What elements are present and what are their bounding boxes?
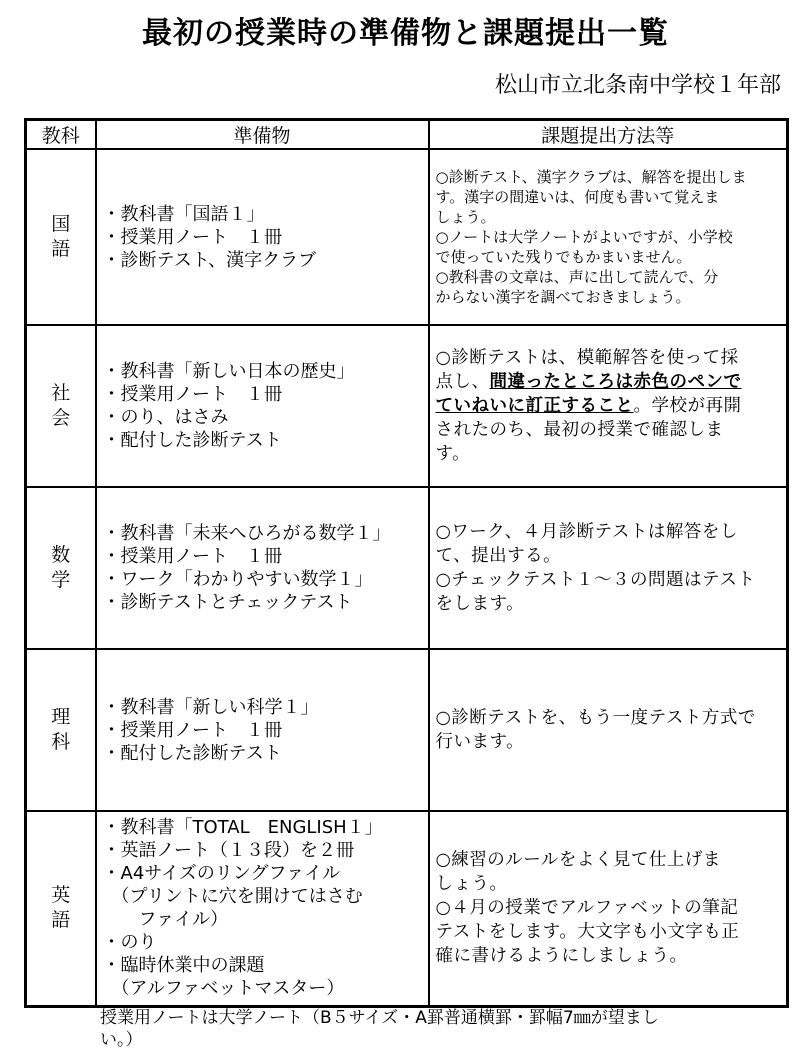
task-line: ○ノートは大学ノートがよいですが、小学校 (435, 228, 733, 246)
subject-char: 国 (51, 213, 71, 235)
table-row (26, 487, 788, 649)
prep-item: ・教科書「国語１」 (102, 203, 265, 225)
prep-item: ・教科書「新しい科学１」 (102, 696, 319, 718)
subject-char: 科 (51, 731, 71, 753)
header-prep: 準備物 (96, 120, 429, 150)
subject-cell (26, 811, 96, 1006)
prep-item: ・のり (102, 932, 157, 954)
prep-cell (96, 487, 429, 649)
subject-char: 英 (51, 884, 71, 907)
task-line: 行います。 (435, 732, 525, 752)
subject-char: 会 (51, 407, 71, 429)
prep-item: ・ワーク「わかりやすい数学１」 (102, 569, 373, 590)
table-row (26, 811, 788, 1006)
subject-char: 理 (51, 706, 71, 728)
task-line: て、提出する。 (435, 546, 562, 566)
prep-cell (96, 649, 429, 811)
task-line: ○診断テストを、もう一度テスト方式で (435, 708, 756, 728)
subject-cell (26, 649, 96, 811)
prep-cell (96, 811, 429, 1006)
task-line: で使っていた残りでもかまいません。 (435, 248, 692, 266)
prep-item: ・臨時休業中の課題 (102, 955, 265, 977)
table-row (26, 649, 788, 811)
task-line: す。漢字の間違いは、何度も書いて覚えま (435, 188, 720, 206)
task-line: ○診断テスト、漢字クラブは、解答を提出しま (435, 168, 747, 186)
task-line: をします。 (435, 594, 525, 614)
prep-cell (96, 149, 429, 325)
task-line: ○チェックテスト１～３の問題はテスト (435, 570, 756, 590)
prep-item: ・授業用ノート １冊 (102, 384, 282, 405)
prep-table (24, 118, 789, 1008)
subject-cell (26, 325, 96, 487)
table-header-row (26, 120, 788, 150)
task-cell (429, 811, 788, 1006)
subject-char: 数 (51, 544, 71, 566)
prep-item: ・教科書「新しい日本の歴史」 (102, 361, 355, 382)
subject-cell (26, 149, 96, 325)
task-cell (429, 149, 788, 325)
subject-char: 社 (51, 382, 71, 404)
task-cell (429, 649, 788, 811)
task-line: しょう。 (435, 874, 508, 895)
prep-item: ・授業用ノート １冊 (102, 226, 282, 248)
subject-cell (26, 487, 96, 649)
task-line (436, 370, 781, 394)
task-line: ○４月の授業でアルファベットの筆記 (435, 898, 739, 919)
task-line: ○練習のルールをよく見て仕上げま (435, 850, 721, 871)
prep-item: （プリントに穴を開けてはさむ (102, 886, 363, 908)
underlined-text: 間違ったところは赤色のペンで (489, 372, 742, 392)
prep-item: ファイル） (102, 909, 229, 931)
prep-cell (96, 325, 429, 487)
prep-item: （アルファベットマスター） (102, 978, 345, 1000)
header-task: 課題提出方法等 (429, 120, 788, 150)
page-title: 最初の授業時の準備物と課題提出一覧 (142, 16, 669, 51)
subject-char: 語 (51, 909, 71, 932)
prep-item: ・診断テスト、漢字クラブ (102, 249, 317, 271)
subject-char: 語 (51, 238, 71, 260)
task-line: しょう。 (435, 208, 496, 226)
table-row (26, 325, 788, 487)
prep-item: ・配付した診断テスト (102, 742, 282, 764)
task-line: す。 (435, 444, 471, 464)
task-cell (429, 325, 788, 487)
task-text: 。学校が再開 (633, 396, 742, 416)
task-cell (429, 487, 788, 649)
header-subject: 教科 (26, 120, 96, 150)
prep-item: ・教科書「未来へひろがる数学１」 (102, 523, 391, 544)
subject-char: 学 (51, 569, 71, 591)
task-text: 点し、 (435, 372, 490, 392)
footer-line: 授業用ノートは大学ノート（B５サイズ・A罫普通横罫・罫幅7㎜が望まし (100, 1008, 659, 1028)
footer-line: い。） (100, 1030, 143, 1050)
prep-item: ・英語ノート（１３段）を２冊 (102, 840, 354, 862)
task-line (436, 394, 781, 418)
task-line: テストをします。大文字も小文字も正 (435, 922, 740, 943)
task-line: ○ワーク、４月診断テストは解答をし (435, 522, 738, 542)
task-line: からない漢字を調べておきましょう。 (435, 288, 691, 306)
table-row (26, 149, 788, 325)
prep-item: ・配付した診断テスト (102, 430, 282, 451)
prep-item: ・教科書「TOTAL ENGLISH１」 (102, 817, 383, 839)
prep-item: ・A4サイズのリングファイル (102, 863, 341, 885)
underlined-text: ていねいに訂正すること (435, 396, 634, 416)
footer-note (100, 1007, 770, 1051)
prep-item: ・のり、はさみ (102, 407, 229, 428)
task-line: ○教科書の文章は、声に出して読んで、分 (435, 268, 719, 286)
prep-item: ・授業用ノート １冊 (102, 546, 282, 567)
school-name: 松山市立北条南中学校１年部 (494, 73, 781, 98)
prep-item: ・授業用ノート １冊 (102, 719, 282, 741)
task-line: 確に書けるようにしましょう。 (435, 946, 688, 967)
task-line: ○診断テストは、模範解答を使って採 (435, 348, 739, 368)
prep-item: ・診断テストとチェックテスト (102, 592, 353, 613)
task-line: されたのち、最初の授業で確認しま (435, 420, 724, 440)
